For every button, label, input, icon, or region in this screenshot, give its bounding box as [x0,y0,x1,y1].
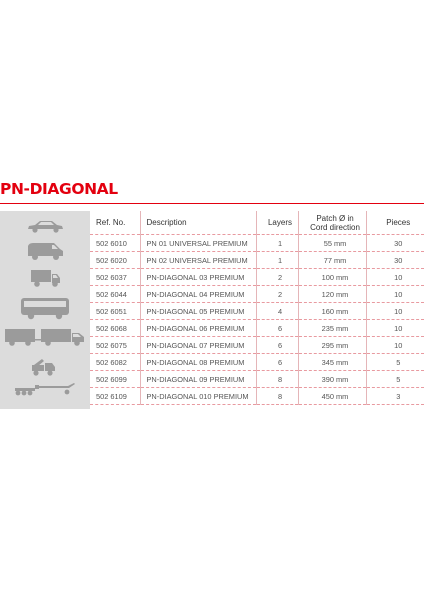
description-cell: PN-DIAGONAL 07 PREMIUM [140,337,256,354]
layers-cell: 4 [256,303,298,320]
layers-cell: 2 [256,269,298,286]
car-icon [0,219,90,233]
ref-cell: 502 6075 [90,337,140,354]
box-truck-icon [0,268,90,288]
column-header-patch-line2: Cord direction [310,222,360,232]
pieces-cell: 30 [366,235,424,252]
patch-cell: 160 mm [298,303,366,320]
pieces-cell: 10 [366,303,424,320]
pieces-cell: 10 [366,337,424,354]
table-row [90,371,424,388]
patch-cell: 450 mm [298,388,366,405]
patch-cell: 390 mm [298,371,366,388]
layers-cell: 1 [256,235,298,252]
description-cell: PN-DIAGONAL 04 PREMIUM [140,286,256,303]
pieces-cell: 10 [366,286,424,303]
patch-cell: 120 mm [298,286,366,303]
pieces-cell: 5 [366,371,424,388]
pieces-cell: 10 [366,269,424,286]
pieces-cell: 3 [366,388,424,405]
description-cell: PN-DIAGONAL 08 PREMIUM [140,354,256,371]
column-header-layers: Layers [256,211,298,235]
truck-trailer-icon [0,326,90,348]
column-header-ref: Ref. No. [90,211,140,235]
table-row [90,354,424,371]
table-row [90,320,424,337]
page-title: PN-DIAGONAL [0,180,118,198]
bus-icon [0,296,90,320]
ref-cell: 502 6010 [90,235,140,252]
column-header-patch-line1: Patch Ø in [316,213,354,223]
title-divider [0,203,424,204]
table-row [90,303,424,320]
ref-cell: 502 6109 [90,388,140,405]
column-header-description: Description [140,211,256,235]
description-cell: PN 01 UNIVERSAL PREMIUM [140,235,256,252]
patch-cell: 235 mm [298,320,366,337]
ref-cell: 502 6068 [90,320,140,337]
layers-cell: 8 [256,388,298,405]
crane-truck-icon [0,357,90,377]
patch-cell: 55 mm [298,235,366,252]
column-header-pieces: Pieces [366,211,424,235]
table-row [90,269,424,286]
table-row [90,286,424,303]
description-cell: PN-DIAGONAL 06 PREMIUM [140,320,256,337]
pieces-cell: 5 [366,354,424,371]
description-cell: PN-DIAGONAL 05 PREMIUM [140,303,256,320]
patch-cell: 77 mm [298,252,366,269]
ref-cell: 502 6051 [90,303,140,320]
table-row [90,337,424,354]
layers-cell: 1 [256,252,298,269]
layers-cell: 6 [256,320,298,337]
description-cell: PN-DIAGONAL 010 PREMIUM [140,388,256,405]
pieces-cell: 30 [366,252,424,269]
layers-cell: 6 [256,354,298,371]
table-header-row [90,211,424,235]
pieces-cell: 10 [366,320,424,337]
description-cell: PN-DIAGONAL 03 PREMIUM [140,269,256,286]
ref-cell: 502 6037 [90,269,140,286]
layers-cell: 6 [256,337,298,354]
product-table [90,211,424,405]
table-row [90,388,424,405]
layers-cell: 8 [256,371,298,388]
patch-cell: 345 mm [298,354,366,371]
ref-cell: 502 6044 [90,286,140,303]
layers-cell: 2 [256,286,298,303]
column-header-patch [298,211,366,235]
lowboy-trailer-icon [0,381,90,397]
ref-cell: 502 6020 [90,252,140,269]
patch-cell: 100 mm [298,269,366,286]
van-icon [0,241,90,261]
ref-cell: 502 6082 [90,354,140,371]
table-row [90,235,424,252]
description-cell: PN-DIAGONAL 09 PREMIUM [140,371,256,388]
patch-cell: 295 mm [298,337,366,354]
description-cell: PN 02 UNIVERSAL PREMIUM [140,252,256,269]
ref-cell: 502 6099 [90,371,140,388]
vehicle-panel [0,211,90,409]
table-row [90,252,424,269]
